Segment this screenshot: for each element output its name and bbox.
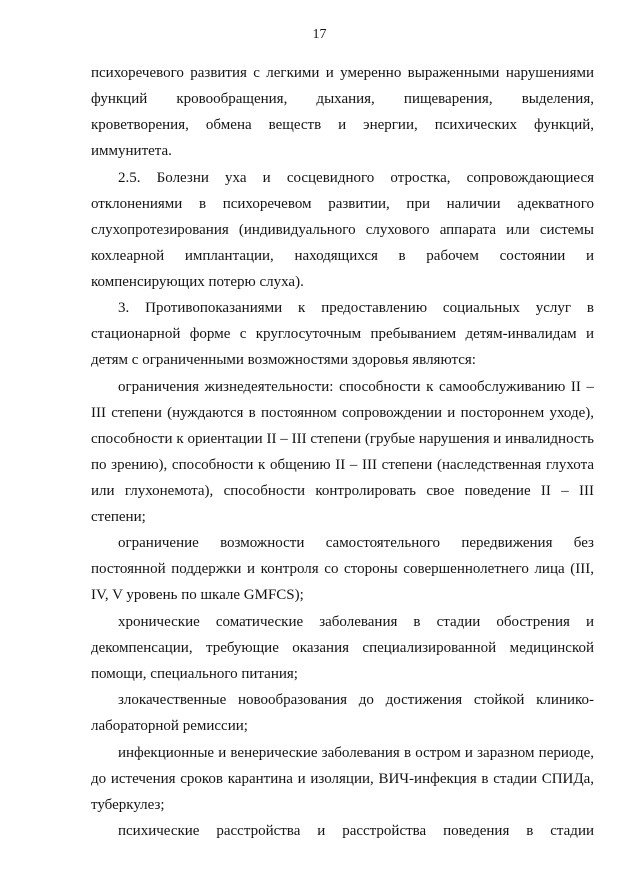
document-body <box>91 60 594 845</box>
list-item-malignant-neoplasms: злокачественные новообразования до достижения стойкой клинико-лабораторной ремиссии; <box>91 692 594 734</box>
paragraph-2-5-ear-diseases: 2.5. Болезни уха и сосцевидного отростка, сопровождающиеся отклонениями в психоречевом развитии, при наличии адекватного слухопротезирования (индивидуального слухового аппарата или системы кохлеарной имплантации, находящихся в рабочем состоянии и компенсирующих потерю слуха). <box>91 169 594 290</box>
page-number: 17 <box>312 27 327 42</box>
list-item-mental-disorders: психические расстройства и расстройства поведения в стадии <box>118 823 594 839</box>
paragraph-3-contraindications: 3. Противопоказаниями к предоставлению социальных услуг в стационарной форме с круглосуточным пребыванием детям-инвалидам и детям с ограниченными возможностями здоровья являются: <box>91 300 594 368</box>
paragraph-continuation: психоречевого развития с легкими и умеренно выраженными нарушениями функций кровообращения, дыхания, пищеварения, выделения, кроветворения, обмена веществ и энергии, психических функций, иммунитета. <box>91 65 594 159</box>
list-item-infectious-diseases: инфекционные и венерические заболевания в остром и заразном периоде, до истечения сроков карантина и изоляции, ВИЧ-инфекция в стадии СПИДа, туберкулез; <box>91 744 594 813</box>
list-item-life-limitations: ограничения жизнедеятельности: способности к самообслуживанию II – III степени (нуждаются в постоянном сопровождении и постороннем уходе), способности к ориентации II – III степени (грубые нарушения и инвалидность по зрению), способности к общению II – III степени (наследственная глухота или глухонемота), способности контролировать свое поведение II – III степени; <box>91 378 594 525</box>
list-item-chronic-somatic-diseases: хронические соматические заболевания в стадии обострения и декомпенсации, требующие оказания специализированной медицинской помощи, специального питания; <box>91 613 594 682</box>
list-item-mobility-limitation: ограничение возможности самостоятельного передвижения без постоянной поддержки и контроля со стороны совершеннолетнего лица (III, IV, V уровень по шкале GMFCS); <box>91 535 594 603</box>
